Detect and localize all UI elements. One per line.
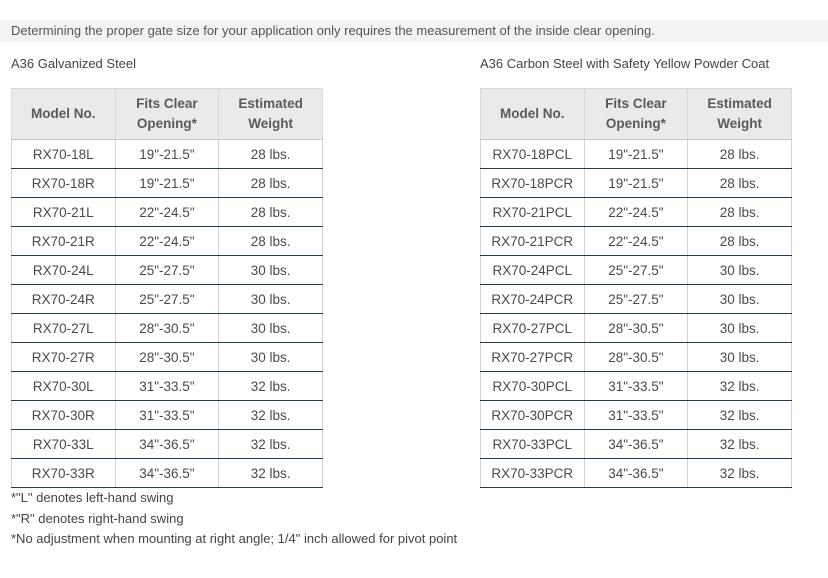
header-text: Opening* xyxy=(136,116,197,131)
table-row xyxy=(12,285,323,314)
weight-cell: 32 lbs. xyxy=(219,459,323,488)
model-number-cell: RX70-27PCR xyxy=(481,343,585,372)
header-text: Weight xyxy=(717,116,762,131)
weight-cell: 30 lbs. xyxy=(219,256,323,285)
clear-opening-cell: 34"-36.5" xyxy=(584,459,688,488)
model-number-cell: RX70-18PCL xyxy=(481,140,585,169)
clear-opening-cell: 28"-30.5" xyxy=(115,314,219,343)
clear-opening-cell: 22"-24.5" xyxy=(115,227,219,256)
table-row xyxy=(12,343,323,372)
weight-cell: 32 lbs. xyxy=(688,459,792,488)
fits-clear-opening-header xyxy=(584,89,688,140)
model-number-cell: RX70-21PCL xyxy=(481,198,585,227)
table-row xyxy=(12,401,323,430)
clear-opening-cell: 22"-24.5" xyxy=(584,198,688,227)
model-number-cell: RX70-27PCL xyxy=(481,314,585,343)
header-text: Model No. xyxy=(31,106,96,121)
header-text: Opening* xyxy=(605,116,666,131)
model-number-cell: RX70-24L xyxy=(12,256,116,285)
clear-opening-cell: 22"-24.5" xyxy=(584,227,688,256)
table-row xyxy=(12,256,323,285)
powder-coat-table-title: A36 Carbon Steel with Safety Yellow Powder Coat xyxy=(480,56,770,71)
clear-opening-cell: 34"-36.5" xyxy=(115,430,219,459)
clear-opening-cell: 31"-33.5" xyxy=(115,372,219,401)
table-row xyxy=(481,198,792,227)
table-row xyxy=(12,430,323,459)
weight-cell: 30 lbs. xyxy=(219,314,323,343)
table-row xyxy=(481,372,792,401)
table-row xyxy=(481,227,792,256)
table-row xyxy=(12,227,323,256)
weight-cell: 32 lbs. xyxy=(219,372,323,401)
model-no-header xyxy=(481,89,585,140)
weight-cell: 28 lbs. xyxy=(688,227,792,256)
intro-text: Determining the proper gate size for your application only requires the measurement of the inside clear opening. xyxy=(0,20,828,42)
clear-opening-cell: 25"-27.5" xyxy=(584,285,688,314)
weight-cell: 28 lbs. xyxy=(688,169,792,198)
clear-opening-cell: 34"-36.5" xyxy=(115,459,219,488)
clear-opening-cell: 31"-33.5" xyxy=(584,401,688,430)
model-number-cell: RX70-27L xyxy=(12,314,116,343)
clear-opening-cell: 31"-33.5" xyxy=(584,372,688,401)
clear-opening-cell: 28"-30.5" xyxy=(584,314,688,343)
weight-cell: 30 lbs. xyxy=(219,285,323,314)
table-row xyxy=(481,314,792,343)
header-text: Weight xyxy=(248,116,293,131)
header-text: Fits Clear xyxy=(605,96,667,111)
estimated-weight-header xyxy=(219,89,323,140)
weight-cell: 30 lbs. xyxy=(688,343,792,372)
weight-cell: 32 lbs. xyxy=(219,430,323,459)
model-number-cell: RX70-33PCL xyxy=(481,430,585,459)
model-number-cell: RX70-24PCL xyxy=(481,256,585,285)
model-number-cell: RX70-18L xyxy=(12,140,116,169)
table-row xyxy=(12,314,323,343)
footnote-right-hand: *"R" denotes right-hand swing xyxy=(11,510,184,526)
header-text: Estimated xyxy=(707,96,772,111)
clear-opening-cell: 25"-27.5" xyxy=(584,256,688,285)
clear-opening-cell: 19"-21.5" xyxy=(584,169,688,198)
weight-cell: 30 lbs. xyxy=(688,256,792,285)
weight-cell: 30 lbs. xyxy=(688,314,792,343)
footnote-mounting: *No adjustment when mounting at right angle; 1/4" inch allowed for pivot point xyxy=(11,531,458,546)
model-number-cell: RX70-21R xyxy=(12,227,116,256)
footnotes xyxy=(11,488,457,550)
galvanized-table-title: A36 Galvanized Steel xyxy=(11,56,137,71)
table-header-row xyxy=(481,89,792,140)
model-number-cell: RX70-21L xyxy=(12,198,116,227)
clear-opening-cell: 22"-24.5" xyxy=(115,198,219,227)
clear-opening-cell: 19"-21.5" xyxy=(115,140,219,169)
model-number-cell: RX70-24R xyxy=(12,285,116,314)
table-row xyxy=(481,256,792,285)
table-row xyxy=(12,372,323,401)
weight-cell: 28 lbs. xyxy=(219,169,323,198)
weight-cell: 28 lbs. xyxy=(688,140,792,169)
weight-cell: 32 lbs. xyxy=(688,372,792,401)
model-number-cell: RX70-30PCL xyxy=(481,372,585,401)
model-number-cell: RX70-30L xyxy=(12,372,116,401)
weight-cell: 30 lbs. xyxy=(219,343,323,372)
table-row xyxy=(12,459,323,488)
model-number-cell: RX70-27R xyxy=(12,343,116,372)
table-row xyxy=(481,285,792,314)
model-number-cell: RX70-33PCR xyxy=(481,459,585,488)
table-row xyxy=(12,198,323,227)
model-number-cell: RX70-18PCR xyxy=(481,169,585,198)
table-row xyxy=(12,169,323,198)
table-row xyxy=(481,401,792,430)
table-row xyxy=(481,343,792,372)
weight-cell: 32 lbs. xyxy=(219,401,323,430)
header-text: Model No. xyxy=(500,106,565,121)
table-row xyxy=(481,140,792,169)
model-no-header xyxy=(12,89,116,140)
clear-opening-cell: 31"-33.5" xyxy=(115,401,219,430)
clear-opening-cell: 28"-30.5" xyxy=(115,343,219,372)
table-row xyxy=(12,140,323,169)
weight-cell: 28 lbs. xyxy=(688,198,792,227)
weight-cell: 32 lbs. xyxy=(688,401,792,430)
table-header-row xyxy=(12,89,323,140)
weight-cell: 28 lbs. xyxy=(219,198,323,227)
fits-clear-opening-header xyxy=(115,89,219,140)
weight-cell: 32 lbs. xyxy=(688,430,792,459)
clear-opening-cell: 28"-30.5" xyxy=(584,343,688,372)
model-number-cell: RX70-30R xyxy=(12,401,116,430)
table-row xyxy=(481,459,792,488)
clear-opening-cell: 25"-27.5" xyxy=(115,256,219,285)
header-text: Fits Clear xyxy=(136,96,198,111)
model-number-cell: RX70-33L xyxy=(12,430,116,459)
model-number-cell: RX70-21PCR xyxy=(481,227,585,256)
weight-cell: 30 lbs. xyxy=(688,285,792,314)
model-number-cell: RX70-18R xyxy=(12,169,116,198)
model-number-cell: RX70-30PCR xyxy=(481,401,585,430)
clear-opening-cell: 34"-36.5" xyxy=(584,430,688,459)
weight-cell: 28 lbs. xyxy=(219,140,323,169)
footnote-left-hand: *"L" denotes left-hand swing xyxy=(11,490,174,505)
table-row xyxy=(481,169,792,198)
model-number-cell: RX70-33R xyxy=(12,459,116,488)
powder-coat-steel-table xyxy=(480,88,792,488)
table-row xyxy=(481,430,792,459)
clear-opening-cell: 19"-21.5" xyxy=(584,140,688,169)
clear-opening-cell: 25"-27.5" xyxy=(115,285,219,314)
model-number-cell: RX70-24PCR xyxy=(481,285,585,314)
clear-opening-cell: 19"-21.5" xyxy=(115,169,219,198)
weight-cell: 28 lbs. xyxy=(219,227,323,256)
header-text: Estimated xyxy=(238,96,303,111)
galvanized-steel-table xyxy=(11,88,323,488)
estimated-weight-header xyxy=(688,89,792,140)
